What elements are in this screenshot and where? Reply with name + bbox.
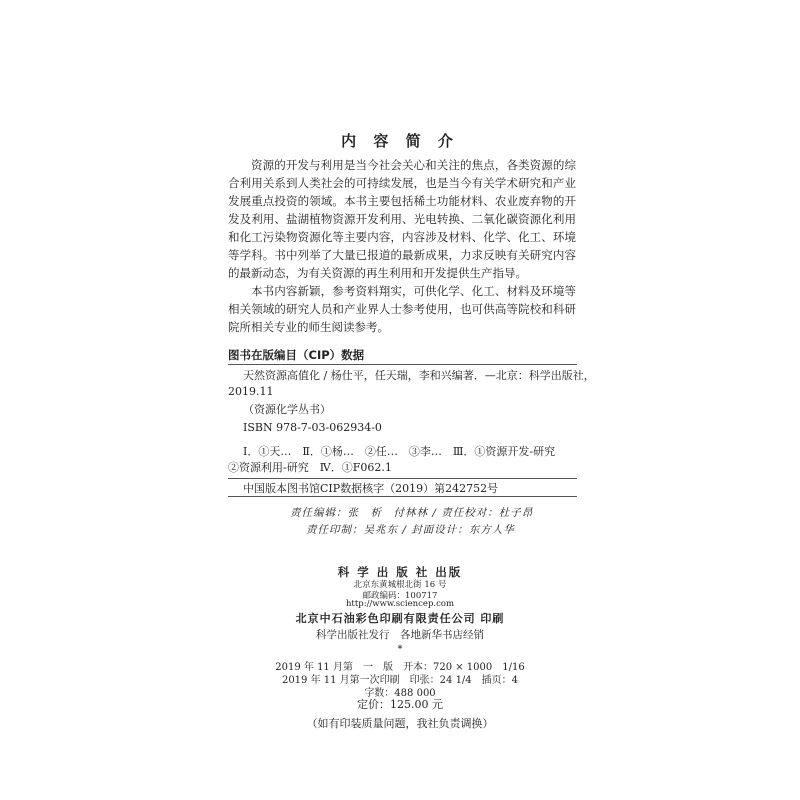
cip-series: （资源化学丛书） <box>243 403 331 416</box>
publisher: 科 学 出 版 社 出版 <box>337 565 463 579</box>
printing-info: 2019 年 11 月第一次印刷 印张：24 1/4 插页：4 <box>281 675 519 686</box>
intro-paragraph-1: 资源的开发与利用是当今社会关心和关注的焦点，各类资源的综合利用关系到人类社会的可持续发展，也是当今有关学术研究和产业发展重点投资的领域。本书主要包括稀土功能材料、农业废弃物的开发及利用、盐湖植物资源开发利用、光电转换、二氧化碳资源化利用和化工污染物资源化等主要内容，内容涉及材料、化学、化工、环境等学科。书中列举了大量已报道的最新成果，力求反映有关研究内容的最新动态，为有关资源的再生利用和开发提供生产指导。 <box>228 158 576 280</box>
credits-line-2: 责任印制：吴兆东 / 封面设计：东方人华 <box>306 524 515 536</box>
credits-line-1: 责任编辑：张 析 付林林 / 责任校对：杜子昂 <box>290 507 534 519</box>
word-count: 字数：488 000 <box>364 688 436 699</box>
cip-classification-2: ②资源利用-研究 Ⅳ．①F062.1 <box>228 461 392 474</box>
publisher-address: 北京东黄城根北街 16 号 <box>353 580 447 590</box>
cip-mid-rule <box>228 478 577 479</box>
quality-note: （如有印装质量问题，我社负责调换） <box>306 717 494 730</box>
distributor: 科学出版社发行 各地新华书店经销 <box>316 629 484 641</box>
cip-title: 图书在版编目（CIP）数据 <box>228 348 365 362</box>
intro-paragraph-2: 本书内容新颖，参考资料翔实，可供化学、化工、材料及环境等相关领域的研究人员和产业界人士参考使用，也可供高等院校和科研院所相关专业的师生阅读参考。 <box>228 284 576 334</box>
cip-isbn: ISBN 978-7-03-062934-0 <box>243 421 382 434</box>
cip-classification-1: Ⅰ．①天… Ⅱ．①杨… ②任… ③李… Ⅲ．①资源开发-研究 <box>243 445 556 458</box>
intro-text <box>228 156 576 336</box>
cip-record-number: 中国版本图书馆CIP数据核字（2019）第242752号 <box>243 482 499 495</box>
price: 定价：125.00 元 <box>357 698 443 711</box>
separator-star: * <box>397 644 403 655</box>
intro-title: 内 容 简 介 <box>341 132 459 150</box>
printer: 北京中石油彩色印刷有限责任公司 印刷 <box>295 612 505 625</box>
postcode: 邮政编码：100717 <box>362 591 438 601</box>
edition-info: 2019 年 11 月第 一 版 开本：720 × 1000 1/16 <box>275 662 525 673</box>
cip-bottom-rule <box>228 496 577 497</box>
cip-top-rule <box>228 364 577 365</box>
cip-line-1: 天然资源高值化 / 杨仕平，任天瑞，李和兴编著．—北京：科学出版社， <box>243 369 595 382</box>
publisher-url: http://www.sciencep.com <box>345 599 455 609</box>
cip-line-2: 2019.11 <box>228 385 274 398</box>
